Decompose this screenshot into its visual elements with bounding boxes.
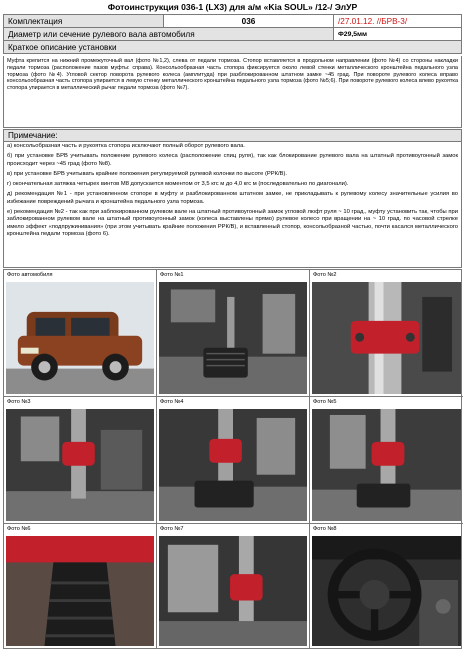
date-code: /27.01.12. //БРВ-3/ [334, 15, 462, 28]
boot-photo-image [6, 536, 154, 646]
boot-icon [6, 536, 154, 646]
photo-1 [157, 270, 310, 397]
car-photo-image [6, 282, 154, 394]
photo-7 [157, 524, 310, 648]
diameter-value: Ф29,5мм [334, 28, 462, 41]
photo-caption: Фото автомобиля [7, 272, 53, 278]
diameter-label: Диаметр или сечение рулевого вала автомобиля [4, 28, 334, 41]
lock-icon [6, 409, 154, 521]
photo-6 [4, 524, 157, 648]
photo-caption: Фото №7 [160, 526, 184, 532]
notes-heading: Примечание: [3, 129, 462, 142]
description-box [3, 56, 462, 128]
shaft-icon [312, 282, 461, 394]
pedal-icon [159, 282, 307, 394]
lock-icon [312, 409, 461, 521]
description-text: Муфта крепится на нижний промежуточный вал (фото №1,2), слева от педали тормоза. Стопор вставляется в продольном направлении (фото №4) со стороны накладки педали тормоза (расположение пазов муфты: справа). Консольообразная часть стопора фиксируется около левой стенки металлического кронштейна педального узла тормоза (фото №4). Угловой сектор поворота рулевого колеса (амплитуда) при разблокированном штатном замке ~45 град. При повороте рулевого колеса вправо консольообразная часть стопора упирается в левую стенку металлического кронштейна педального узла тормоза (фото №5;6). При повороте рулевого колеса влево рукоятка стопора упирается в металлический рычаг педали тормоза (фото №7). [7, 58, 458, 92]
notes-list [4, 142, 461, 242]
photo-caption: Фото №1 [160, 272, 184, 278]
note-item: б) при установке БРВ учитывать положение рулевого колеса (расположение спиц руля), так как блокирование рулевого вала на штатный противоугонный замок происходит через ~45 град (фото №8). [7, 153, 458, 167]
lock-photo-image [159, 409, 307, 521]
lock-icon [159, 409, 307, 521]
photo-5 [310, 397, 463, 524]
lock-photo-image [6, 409, 154, 521]
photo-caption: Фото №6 [7, 526, 31, 532]
shaft-photo-image [312, 282, 461, 394]
notes-box [3, 142, 462, 268]
spec-row-kit [4, 15, 462, 28]
photo-car [4, 270, 157, 397]
spec-row-install [4, 41, 462, 54]
pedal-photo-image [159, 282, 307, 394]
spec-table [3, 14, 462, 54]
install-label: Краткое описание установки [4, 41, 462, 54]
kit-value: 036 [164, 15, 334, 28]
dash-photo-image [312, 536, 461, 646]
lock-photo-image [159, 536, 307, 646]
photo-4 [157, 397, 310, 524]
photo-grid [3, 269, 462, 649]
document-title: Фотоинструкция 036-1 (LX3) для а/м «Kia SOUL» /12-/ ЭлУР [107, 2, 358, 12]
lock-photo-image [312, 409, 461, 521]
steering-wheel-icon [312, 536, 461, 646]
photo-caption: Фото №3 [7, 399, 31, 405]
note-item: в) при установке БРВ учитывать крайние положения регулируемой рулевой колонки по высоте (РРК/В). [7, 170, 288, 177]
car-icon [6, 282, 154, 394]
photo-3 [4, 397, 157, 524]
note-item: е) рекомендация №2 - так как при заблокированном рулевом вале на штатный противоугонный замок угловой люфт руля ~ 10 град., муфту установить так, чтобы при заблокированном рулевом вале на штатный противоугонный замок (колеса выставлены прямо) рулевое колесо при вращении на ~ 10 град. по часовой стрелке имело эффект «подпружинивания» (при этом учитывать крайние положения РРК/В), и вставленный стопор, консольобразной частью, почти касался металлического кронштейна педали тормоза (фото 6). [7, 209, 458, 237]
photo-caption: Фото №2 [313, 272, 337, 278]
photo-2 [310, 270, 463, 397]
spec-row-diameter [4, 28, 462, 41]
photo-8 [310, 524, 463, 648]
photo-caption: Фото №4 [160, 399, 184, 405]
lock-icon [159, 536, 307, 646]
photo-caption: Фото №5 [313, 399, 337, 405]
kit-label: Комплектация [4, 15, 164, 28]
photo-caption: Фото №8 [313, 526, 337, 532]
note-item: а) консольобразная часть и рукоятка стопора исключают полный оборот рулевого вала. [7, 143, 245, 149]
note-item: д) рекомендация №1 - при установленном стопоре в муфту и разблокированном штатном замке, не прикладывать к рулевому колесу значительные усилия во избежание повреждений рычага и кронштейна педального узла тормоза. [7, 191, 458, 205]
note-item: г) окончательная затяжка четырех винтов М8 допускается моментом от 3,5 кгс м до 4,0 кгс м (последовательно по диагонали). [7, 181, 349, 188]
